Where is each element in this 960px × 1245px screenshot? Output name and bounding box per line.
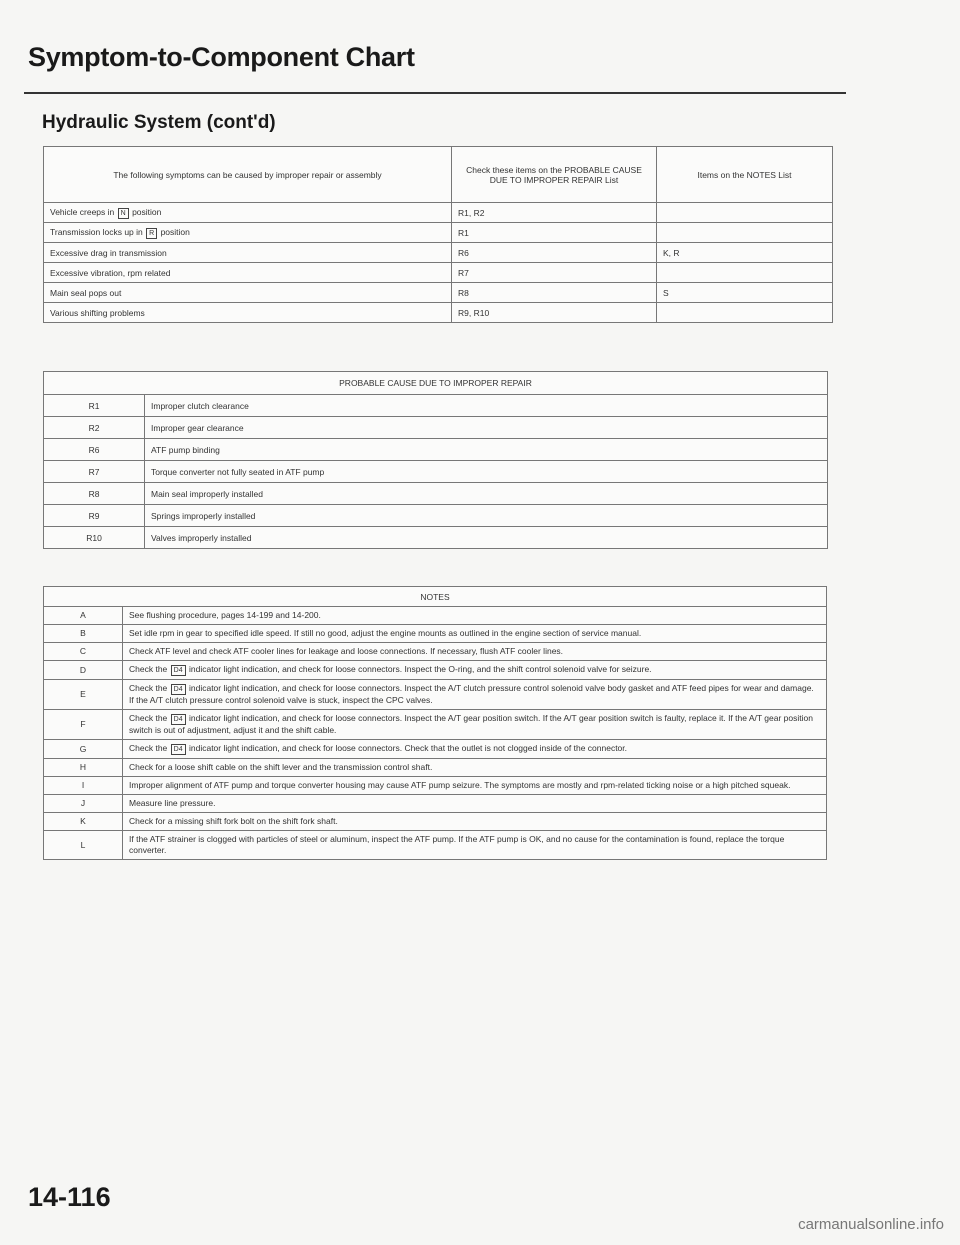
note-code: C — [44, 643, 123, 661]
note-text — [123, 795, 827, 813]
page-number: 14-116 — [28, 1182, 111, 1212]
text-part: Main seal pops out — [50, 287, 122, 298]
indicator-icon: N — [118, 208, 129, 219]
text-part: Improper alignment of ATF pump and torque converter housing may cause ATF pump seizure. The symptoms are mostly and rpm-related ticking noise or a high pitched squeak. — [129, 780, 791, 790]
cause-cell: R9, R10 — [452, 303, 657, 323]
cause-text: Springs improperly installed — [145, 505, 828, 527]
table-row — [44, 607, 827, 625]
table-row — [44, 283, 833, 303]
table-row — [44, 643, 827, 661]
text-part: Check the — [129, 664, 168, 674]
table-row — [44, 831, 827, 860]
symptom-cell — [44, 223, 452, 243]
cause-text: ATF pump binding — [145, 439, 828, 461]
note-text — [123, 740, 827, 759]
table-row — [44, 203, 833, 223]
text-part: Check for a missing shift fork bolt on the shift fork shaft. — [129, 816, 338, 826]
note-text — [123, 680, 827, 710]
text-part: Set idle rpm in gear to specified idle speed. If still no good, adjust the engine mounts as outlined in the engine section of service manual. — [129, 628, 642, 638]
table-row — [44, 461, 828, 483]
text-part: position — [160, 226, 190, 237]
text-part: Excessive drag in transmission — [50, 247, 167, 258]
note-code: E — [44, 680, 123, 710]
symptom-cell — [44, 303, 452, 323]
table-row — [44, 263, 833, 283]
text-part: Vehicle creeps in — [50, 206, 115, 217]
notes-cell — [657, 223, 833, 243]
notes-header: Items on the NOTES List — [657, 147, 833, 203]
notes-table — [43, 586, 827, 860]
note-text — [123, 777, 827, 795]
cause-cell: R7 — [452, 263, 657, 283]
text-part: Check the — [129, 713, 168, 723]
cause-table-header: PROBABLE CAUSE DUE TO IMPROPER REPAIR — [44, 372, 828, 395]
table-row — [44, 813, 827, 831]
indicator-icon: D4 — [171, 665, 186, 676]
text-part: See flushing procedure, pages 14-199 and 14-200. — [129, 610, 321, 620]
note-code: I — [44, 777, 123, 795]
cause-table — [43, 371, 828, 549]
indicator-icon: D4 — [171, 744, 186, 755]
notes-cell — [657, 263, 833, 283]
cause-code: R6 — [44, 439, 145, 461]
text-part: Transmission locks up in — [50, 226, 143, 237]
title-rule — [24, 92, 846, 94]
note-text — [123, 607, 827, 625]
note-text — [123, 643, 827, 661]
cause-code: R1 — [44, 395, 145, 417]
table-row — [44, 243, 833, 263]
symptom-cell — [44, 243, 452, 263]
note-text — [123, 710, 827, 740]
note-text — [123, 831, 827, 860]
symptom-cell — [44, 203, 452, 223]
note-code: D — [44, 661, 123, 680]
cause-cell: R6 — [452, 243, 657, 263]
cause-code: R7 — [44, 461, 145, 483]
section-title: Hydraulic System (cont'd) — [42, 112, 276, 133]
text-part: Check the — [129, 683, 168, 693]
cause-text: Valves improperly installed — [145, 527, 828, 549]
notes-cell: S — [657, 283, 833, 303]
note-code: J — [44, 795, 123, 813]
table-row — [44, 395, 828, 417]
note-code: A — [44, 607, 123, 625]
indicator-icon: R — [146, 228, 157, 239]
notes-body — [44, 607, 827, 860]
symptom-header: The following symptoms can be caused by improper repair or assembly — [44, 147, 452, 203]
page-title: Symptom-to-Component Chart — [28, 42, 415, 72]
table-row — [44, 680, 827, 710]
text-part: Measure line pressure. — [129, 798, 216, 808]
note-text — [123, 813, 827, 831]
cause-code: R10 — [44, 527, 145, 549]
cause-header: Check these items on the PROBABLE CAUSE DUE TO IMPROPER REPAIR List — [452, 147, 657, 203]
table-row — [44, 625, 827, 643]
note-code: G — [44, 740, 123, 759]
note-text — [123, 759, 827, 777]
table-row — [44, 527, 828, 549]
table-row — [44, 439, 828, 461]
table-row — [44, 661, 827, 680]
note-text — [123, 661, 827, 680]
table-row — [44, 483, 828, 505]
table-row — [44, 505, 828, 527]
note-code: L — [44, 831, 123, 860]
note-code: B — [44, 625, 123, 643]
cause-cell: R8 — [452, 283, 657, 303]
cause-text: Main seal improperly installed — [145, 483, 828, 505]
notes-cell: K, R — [657, 243, 833, 263]
table-row — [44, 303, 833, 323]
cause-cell: R1 — [452, 223, 657, 243]
text-part: If the ATF strainer is clogged with particles of steel or aluminum, inspect the ATF pump. If the ATF pump is OK, and no cause for the contamination is found, replace the torque converter. — [129, 834, 785, 855]
notes-cell — [657, 303, 833, 323]
cause-text: Torque converter not fully seated in ATF pump — [145, 461, 828, 483]
cause-text: Improper gear clearance — [145, 417, 828, 439]
cause-body — [44, 395, 828, 549]
table-row — [44, 417, 828, 439]
text-part: indicator light indication, and check for loose connectors. Inspect the A/T gear position switch. If the A/T gear position switch is faulty, replace it. If the A/T gear position switch is out of adjustment, adjust it and the shift cable. — [129, 713, 813, 735]
watermark: carmanualsonline.info — [798, 1216, 944, 1233]
table-row — [44, 777, 827, 795]
text-part: Excessive vibration, rpm related — [50, 267, 171, 278]
cause-code: R8 — [44, 483, 145, 505]
note-code: H — [44, 759, 123, 777]
text-part: Check ATF level and check ATF cooler lines for leakage and loose connections. If necessary, flush ATF cooler lines. — [129, 646, 564, 656]
notes-table-header: NOTES — [44, 587, 827, 607]
text-part: indicator light indication, and check for loose connectors. Check that the outlet is not clogged inside of the connector. — [188, 743, 627, 753]
table-row — [44, 710, 827, 740]
table-row — [44, 759, 827, 777]
indicator-icon: D4 — [171, 684, 186, 695]
text-part: indicator light indication, and check for loose connectors. Inspect the O-ring, and the shift control solenoid valve for seizure. — [188, 664, 652, 674]
table-row — [44, 223, 833, 243]
cause-text: Improper clutch clearance — [145, 395, 828, 417]
note-text — [123, 625, 827, 643]
symptom-cell — [44, 283, 452, 303]
text-part: position — [132, 206, 162, 217]
cause-code: R9 — [44, 505, 145, 527]
cause-cell: R1, R2 — [452, 203, 657, 223]
symptom-body — [44, 203, 833, 323]
indicator-icon: D4 — [171, 714, 186, 725]
note-code: F — [44, 710, 123, 740]
text-part: Check for a loose shift cable on the shift lever and the transmission control shaft. — [129, 762, 433, 772]
text-part: Check the — [129, 743, 168, 753]
note-code: K — [44, 813, 123, 831]
cause-code: R2 — [44, 417, 145, 439]
symptom-table — [43, 146, 833, 323]
text-part: indicator light indication, and check for loose connectors. Inspect the A/T clutch pressure control solenoid valve body gasket and ATF feed pipes for wear and damage. If the A/T clutch pressure control solenoid valve is stuck, inspect the CPC valves. — [129, 683, 814, 705]
text-part: Various shifting problems — [50, 307, 145, 318]
table-row — [44, 795, 827, 813]
notes-cell — [657, 203, 833, 223]
symptom-cell — [44, 263, 452, 283]
table-row — [44, 740, 827, 759]
